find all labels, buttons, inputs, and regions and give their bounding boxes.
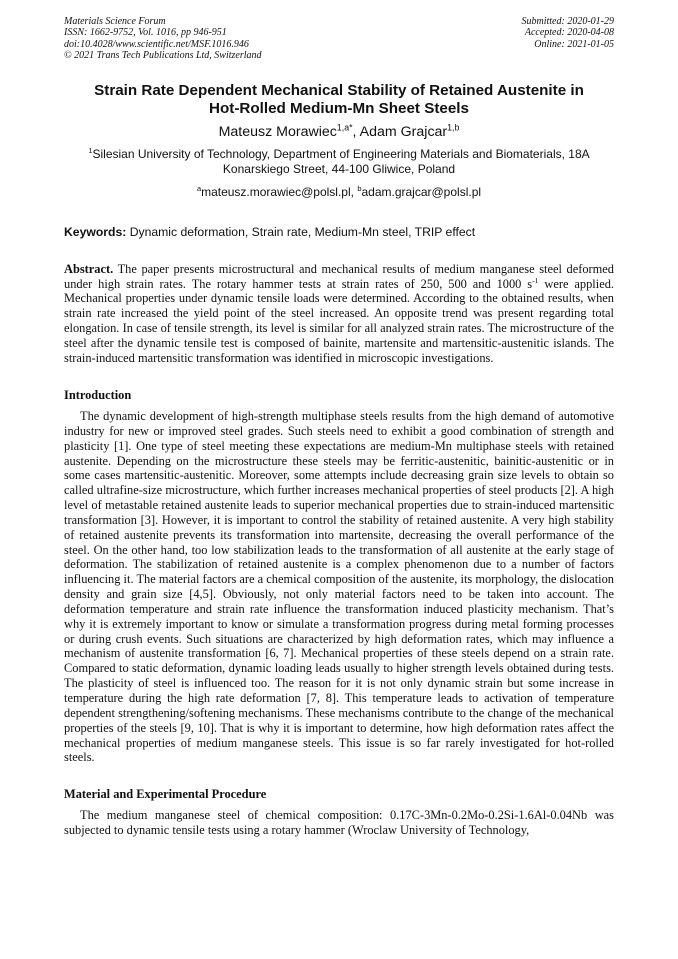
- introduction-paragraph: The dynamic development of high-strength multiphase steels results from the high demand of automotive industry for new or improved steel grades. Such steels need to exhibit a good combination of strength and plasticity [1]. One type of steel meeting these expectations are medium-Mn multiphase steels with retained austenite. Depending on the microstructure these steels may be ferritic-austenitic, bainitic-austenitic or in some cases martensitic-austenitic. Moreover, some attempts include decreasing grain size levels to obtain so called ultrafine-size microstructure, which further increases mechanical properties of steel products [2]. A high level of metastable retained austenite leads to superior mechanical properties due to strain-induced martensitic transformation [3]. However, it is important to control the stability of retained austenite. A very high stability of retained austenite prevents its transformation into martensite, decreasing the overall performance of the steel. On the other hand, too low stabilization leads to the transformation of all austenite at the early stage of deformation. The stabilization of retained austenite is a complex phenomenon due to a number of factors influencing it. The material factors are a chemical composition of the austenite, its morphology, the dislocation density and grain size [4,5]. Obviously, not only material factors need to be taken into account. The deformation temperature and strain rate influence the transformation induced plasticity mechanism. That’s why it is extremely important to know or simulate a transformation progress during metal forming processes or during crush events. Such situations are characterized by high deformation rates, which may influence a mechanism of austenite transformation [6, 7]. Mechanical properties of these steels depend on a strain rate. Compared to static deformation, dynamic loading leads usually to higher strength levels obtained during tests. The plasticity of steel is influenced too. The reason for it is not only dynamic strain but some increase in temperature during the high rate deformation [7, 8]. This temperature leads to activation of temperature dependent strengthening/softening mechanisms. These mechanisms contribute to the change of the mechanical properties of the steels [9, 10]. That is why it is important to determine, how high deformation rates affect the mechanical properties of medium manganese steels. This issue is so far rarely investigated for hot-rolled steels.: [64, 408, 614, 765]
- affiliation-text: Silesian University of Technology, Department of Engineering Materials and Biomaterials, 18A Konarskiego Street, 44-100 Gliwice, Poland: [92, 146, 590, 176]
- author-list: [64, 121, 614, 141]
- accepted-date: Accepted: 2020-04-08: [524, 27, 614, 39]
- keywords-label: Keywords:: [64, 224, 127, 239]
- paper-title: [64, 82, 614, 118]
- email-a-sup: a: [196, 183, 202, 193]
- introduction-heading: Introduction: [64, 387, 132, 402]
- abstract-text-1: The paper presents microstructural and mechanical results of medium manganese steel deformed under high strain rates. The rotary hammer tests at strain rates of 250, 500 and 1000 s: [64, 261, 614, 291]
- author-1-sup: 1,a*: [336, 121, 353, 132]
- email-b: adam.grajcar@polsl.pl: [361, 184, 482, 199]
- title-line-2: Hot-Rolled Medium-Mn Sheet Steels: [209, 99, 469, 117]
- email-a: mateusz.morawiec@polsl.pl: [201, 184, 351, 199]
- email-separator: ,: [350, 184, 358, 199]
- publication-header: [64, 16, 614, 62]
- issn-line: ISSN: 1662-9752, Vol. 1016, pp 946-951: [64, 27, 227, 39]
- abstract-label: Abstract.: [64, 261, 114, 276]
- keywords: [64, 225, 614, 240]
- journal-name: Materials Science Forum: [64, 16, 166, 27]
- author-separator: ,: [352, 123, 360, 140]
- publication-dates: [522, 16, 615, 62]
- title-line-1: Strain Rate Dependent Mechanical Stability of Retained Austenite in: [94, 81, 584, 99]
- submitted-date: Submitted: 2020-01-29: [521, 16, 614, 27]
- keywords-text: Dynamic deformation, Strain rate, Medium-Mn steel, TRIP effect: [126, 224, 476, 239]
- email-b-sup: b: [357, 183, 362, 193]
- publication-info: [64, 16, 262, 62]
- affiliation-sup: 1: [88, 145, 93, 155]
- author-1: Mateusz Morawiec: [218, 123, 337, 140]
- material-paragraph: The medium manganese steel of chemical composition: 0.17C-3Mn-0.2Mo-0.2Si-1.6Al-0.04Nb was subjected to dynamic tensile tests using a rotary hammer (Wroclaw University of Technology,: [64, 808, 614, 838]
- doi-line: doi:10.4028/www.scientific.net/MSF.1016.946: [64, 38, 249, 50]
- affiliation: [64, 147, 614, 177]
- abstract-sup: -1: [532, 275, 539, 285]
- author-emails: [64, 185, 614, 200]
- abstract: [64, 262, 614, 366]
- abstract-text-2: were applied. Mechanical properties under dynamic tensile loads were determined. According to the obtained results, when strain rate increased the yield point of the steel increased. An opposite trend was present regarding total elongation. In case of tensile strength, its level is similar for all analyzed strain rates. The microstructure of the steel after the dynamic tensile test is composed of bainite, martensite and martensitic-austenitic islands. The strain-induced martensitic transformation was identified in microscopic investigations.: [64, 276, 614, 366]
- online-date: Online: 2021-01-05: [534, 38, 614, 50]
- author-2: Adam Grajcar: [359, 123, 448, 140]
- author-2-sup: 1,b: [447, 121, 460, 132]
- copyright-line: © 2021 Trans Tech Publications Ltd, Switzerland: [64, 50, 262, 62]
- material-heading: Material and Experimental Procedure: [64, 787, 267, 802]
